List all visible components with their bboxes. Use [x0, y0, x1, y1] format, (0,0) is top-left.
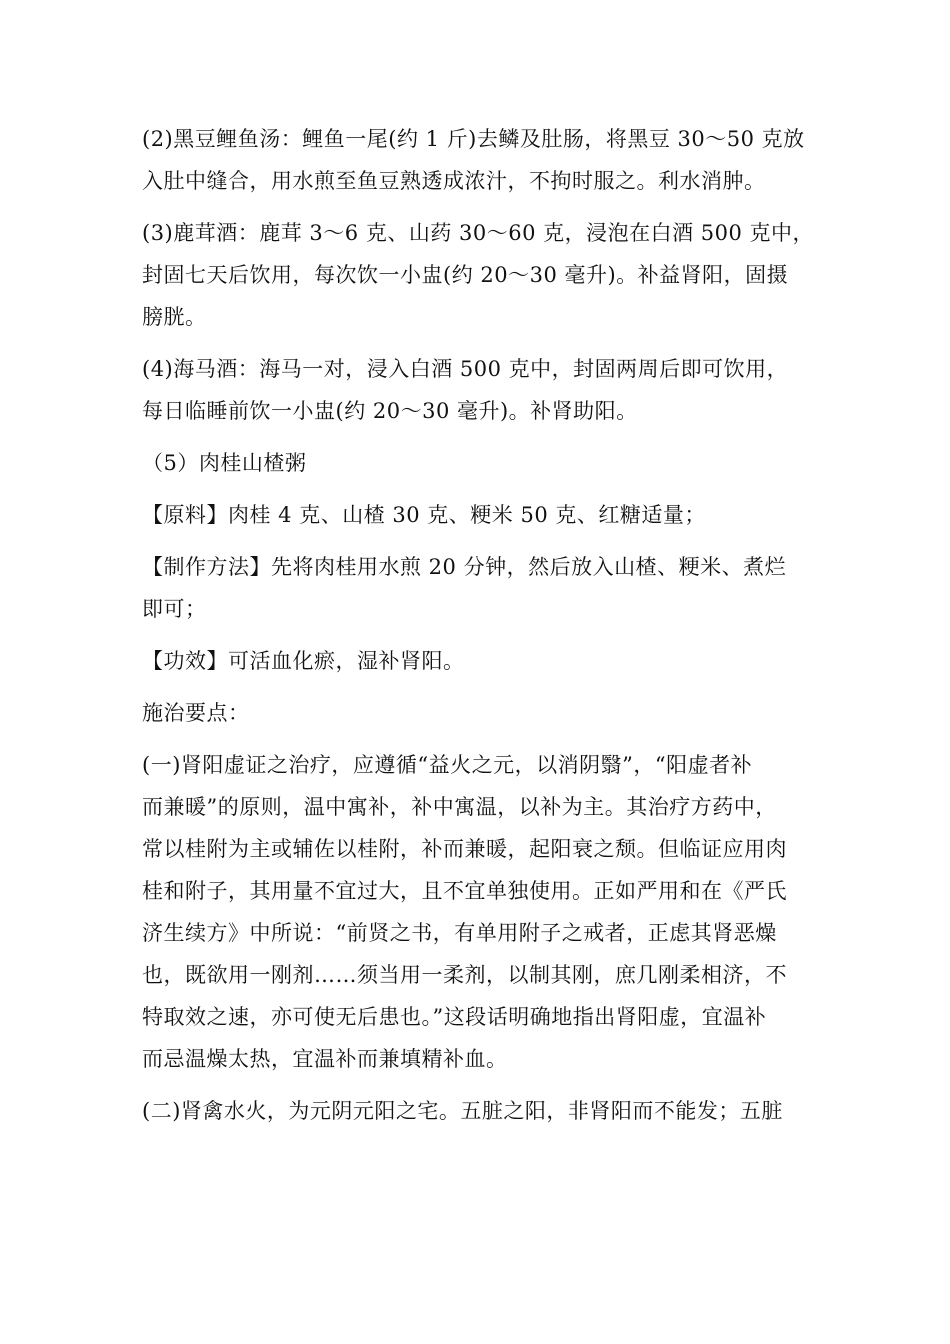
text-line: 常以桂附为主或辅佐以桂附，补而兼暖，起阳衰之颓。但临证应用肉	[142, 837, 787, 861]
text-line: 济生续方》中所说：“前贤之书，有单用附子之戒者，正虑其肾恶燥	[142, 921, 777, 945]
text-line: 施治要点：	[142, 701, 250, 725]
text-line: (一)肾阳虚证之治疗，应遵循“益火之元，以消阴翳”，“阳虚者补	[142, 753, 753, 777]
text-line: 【制作方法】先将肉桂用水煎 20 分钟，然后放入山楂、粳米、煮烂	[142, 555, 787, 579]
text-line: (4)海马酒：海马一对，浸入白酒 500 克中，封固两周后即可饮用，	[142, 357, 789, 381]
text-line: 特取效之速，亦可使无后患也。”这段话明确地指出肾阳虚，宜温补	[142, 1005, 767, 1029]
text-line: (2)黑豆鲤鱼汤：鲤鱼一尾(约 1 斤)去鳞及肚肠，将黑豆 30～50 克放	[142, 127, 805, 151]
document-body	[142, 118, 815, 1132]
text-line: 封固七天后饮用，每次饮一小盅(约 20～30 毫升)。补益肾阳，固摄	[142, 263, 789, 287]
text-line: 即可；	[142, 597, 207, 621]
text-line: （5）肉桂山楂粥	[142, 451, 307, 475]
text-line: 每日临睡前饮一小盅(约 20～30 毫升)。补肾助阳。	[142, 399, 638, 423]
text-line: (二)肾禽水火，为元阴元阳之宅。五脏之阳，非肾阳而不能发；五脏	[142, 1099, 783, 1123]
text-line: 膀胱。	[142, 305, 207, 329]
text-line: (3)鹿茸酒：鹿茸 3～6 克、山药 30～60 克，浸泡在白酒 500 克中，	[142, 221, 815, 245]
text-line: 入肚中缝合，用水煎至鱼豆熟透成浓汁，不拘时服之。利水消肿。	[142, 169, 766, 193]
text-line: 也，既欲用一刚剂……须当用一柔剂，以制其刚，庶几刚柔相济，不	[142, 963, 787, 987]
text-line: 【功效】可活血化瘀，湿补肾阳。	[142, 649, 465, 673]
text-line: 而忌温燥太热，宜温补而兼填精补血。	[142, 1047, 508, 1071]
text-line: 而兼暖”的原则，温中寓补，补中寓温，以补为主。其治疗方药中，	[142, 795, 777, 819]
text-line: 桂和附子，其用量不宜过大，且不宜单独使用。正如严用和在《严氏	[142, 879, 787, 903]
text-line: 【原料】肉桂 4 克、山楂 30 克、粳米 50 克、红糖适量；	[142, 503, 706, 527]
